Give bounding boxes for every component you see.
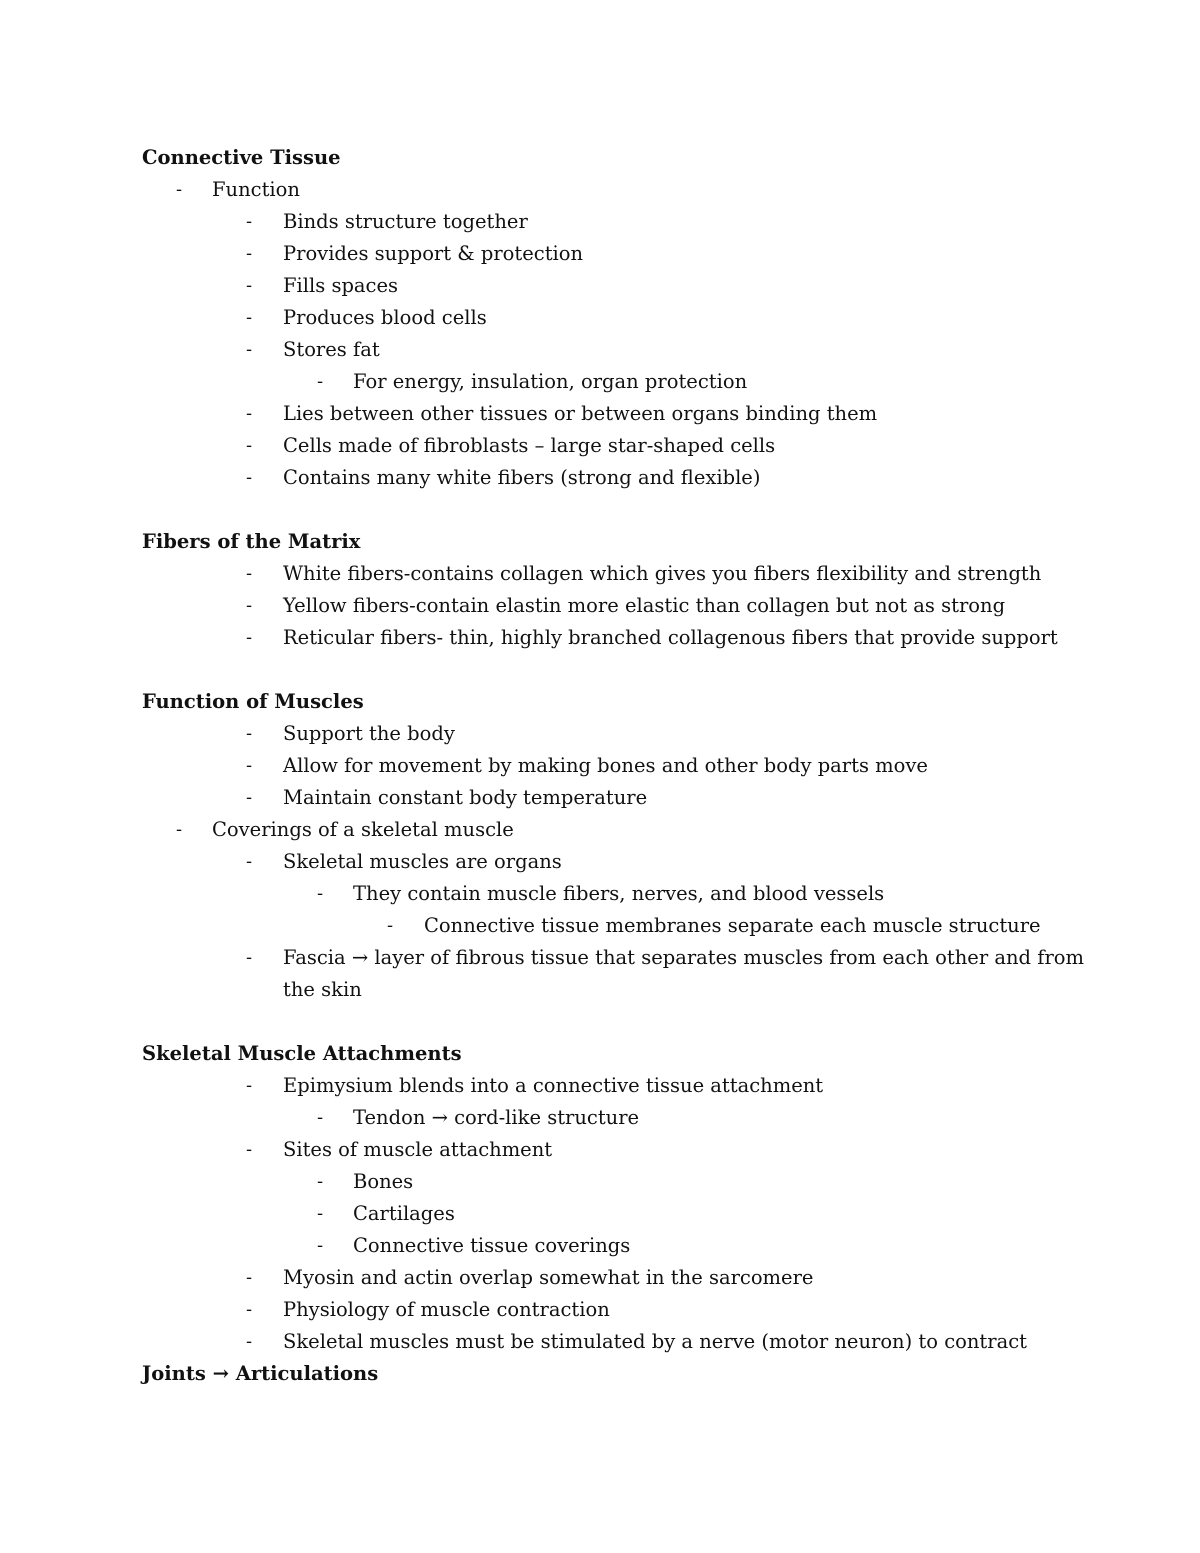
bullet-dash: -: [246, 307, 253, 328]
list-item-text: Provides support & protection: [283, 242, 584, 265]
list-item-text: Support the body: [283, 722, 455, 745]
list-item-text: the skin: [283, 978, 362, 1001]
list-item: [0, 462, 1200, 494]
bullet-dash: -: [246, 243, 253, 264]
list-item-text: Epimysium blends into a connective tissue attachment: [283, 1074, 824, 1097]
list-item-text: Myosin and actin overlap somewhat in the sarcomere: [283, 1266, 814, 1289]
list-item-text: For energy, insulation, organ protection: [353, 370, 748, 393]
list-item: [0, 398, 1200, 430]
list-item: [0, 1134, 1200, 1166]
section-heading-fibers-of-the-matrix: Fibers of the Matrix: [142, 530, 361, 553]
bullet-dash: -: [317, 1235, 324, 1256]
bullet-dash: -: [246, 1139, 253, 1160]
bullet-dash: -: [246, 1075, 253, 1096]
list-item-text: Coverings of a skeletal muscle: [212, 818, 514, 841]
list-item-text: They contain muscle fibers, nerves, and blood vessels: [353, 882, 885, 905]
list-item: [0, 558, 1200, 590]
section-heading-skeletal-muscle-attachments: Skeletal Muscle Attachments: [142, 1042, 462, 1065]
bullet-dash: -: [317, 883, 324, 904]
bullet-dash: -: [246, 851, 253, 872]
list-item-text: Connective tissue coverings: [353, 1234, 631, 1257]
list-item-text: Fascia → layer of fibrous tissue that separates muscles from each other and from: [283, 946, 1084, 969]
bullet-dash: -: [317, 1171, 324, 1192]
list-item-text: Contains many white fibers (strong and flexible): [283, 466, 761, 489]
list-item: [0, 622, 1200, 654]
list-item-text: Binds structure together: [283, 210, 528, 233]
list-item: [0, 1102, 1200, 1134]
list-item: [0, 430, 1200, 462]
list-item: [0, 366, 1200, 398]
list-item: [0, 302, 1200, 334]
list-item: [0, 942, 1200, 974]
list-item-text: Skeletal muscles are organs: [283, 850, 562, 873]
section-heading-function-of-muscles: Function of Muscles: [142, 690, 364, 713]
bullet-dash: -: [387, 915, 394, 936]
list-item-continuation: [0, 974, 1200, 1006]
list-item: [0, 590, 1200, 622]
list-item: [0, 206, 1200, 238]
list-item: [0, 910, 1200, 942]
list-item-text: Physiology of muscle contraction: [283, 1298, 610, 1321]
bullet-dash: -: [317, 1203, 324, 1224]
list-item: [0, 174, 1200, 206]
list-item: [0, 814, 1200, 846]
list-item: [0, 334, 1200, 366]
bullet-dash: -: [246, 211, 253, 232]
list-item: [0, 878, 1200, 910]
bullet-dash: -: [246, 275, 253, 296]
list-item: [0, 718, 1200, 750]
list-item: [0, 846, 1200, 878]
bullet-dash: -: [246, 339, 253, 360]
list-item: [0, 1262, 1200, 1294]
list-item-text: Yellow fibers-contain elastin more elastic than collagen but not as strong: [283, 594, 1006, 617]
bullet-dash: -: [176, 179, 183, 200]
list-item-text: Produces blood cells: [283, 306, 487, 329]
bullet-dash: -: [317, 1107, 324, 1128]
bullet-dash: -: [246, 595, 253, 616]
bullet-dash: -: [246, 787, 253, 808]
list-item-text: Function: [212, 178, 300, 201]
list-item-text: Skeletal muscles must be stimulated by a nerve (motor neuron) to contract: [283, 1330, 1027, 1353]
section-heading-connective-tissue: Connective Tissue: [142, 146, 341, 169]
list-item: [0, 1294, 1200, 1326]
list-item: [0, 782, 1200, 814]
list-item-text: Reticular fibers- thin, highly branched collagenous fibers that provide support: [283, 626, 1058, 649]
bullet-dash: -: [246, 563, 253, 584]
list-item: [0, 1198, 1200, 1230]
list-item-text: Tendon → cord-like structure: [353, 1106, 640, 1129]
bullet-dash: -: [246, 947, 253, 968]
list-item: [0, 238, 1200, 270]
bullet-dash: -: [246, 435, 253, 456]
bullet-dash: -: [246, 1267, 253, 1288]
list-item: [0, 1070, 1200, 1102]
list-item-text: White fibers-contains collagen which gives you fibers flexibility and strength: [283, 562, 1042, 585]
bullet-dash: -: [246, 755, 253, 776]
bullet-dash: -: [317, 371, 324, 392]
list-item-text: Fills spaces: [283, 274, 399, 297]
list-item-text: Sites of muscle attachment: [283, 1138, 553, 1161]
list-item: [0, 750, 1200, 782]
list-item-text: Cells made of fibroblasts – large star-shaped cells: [283, 434, 776, 457]
list-item-text: Bones: [353, 1170, 414, 1193]
bullet-dash: -: [246, 467, 253, 488]
section-heading-joints: Joints → Articulations: [142, 1362, 379, 1385]
list-item: [0, 1326, 1200, 1358]
list-item-text: Stores fat: [283, 338, 380, 361]
bullet-dash: -: [246, 723, 253, 744]
bullet-dash: -: [246, 627, 253, 648]
bullet-dash: -: [246, 1299, 253, 1320]
list-item: [0, 1230, 1200, 1262]
bullet-dash: -: [176, 819, 183, 840]
list-item-text: Lies between other tissues or between organs binding them: [283, 402, 878, 425]
bullet-dash: -: [246, 1331, 253, 1352]
list-item: [0, 270, 1200, 302]
list-item-text: Cartilages: [353, 1202, 455, 1225]
list-item-text: Maintain constant body temperature: [283, 786, 648, 809]
bullet-dash: -: [246, 403, 253, 424]
list-item-text: Connective tissue membranes separate each muscle structure: [424, 914, 1041, 937]
list-item-text: Allow for movement by making bones and other body parts move: [283, 754, 928, 777]
list-item: [0, 1166, 1200, 1198]
